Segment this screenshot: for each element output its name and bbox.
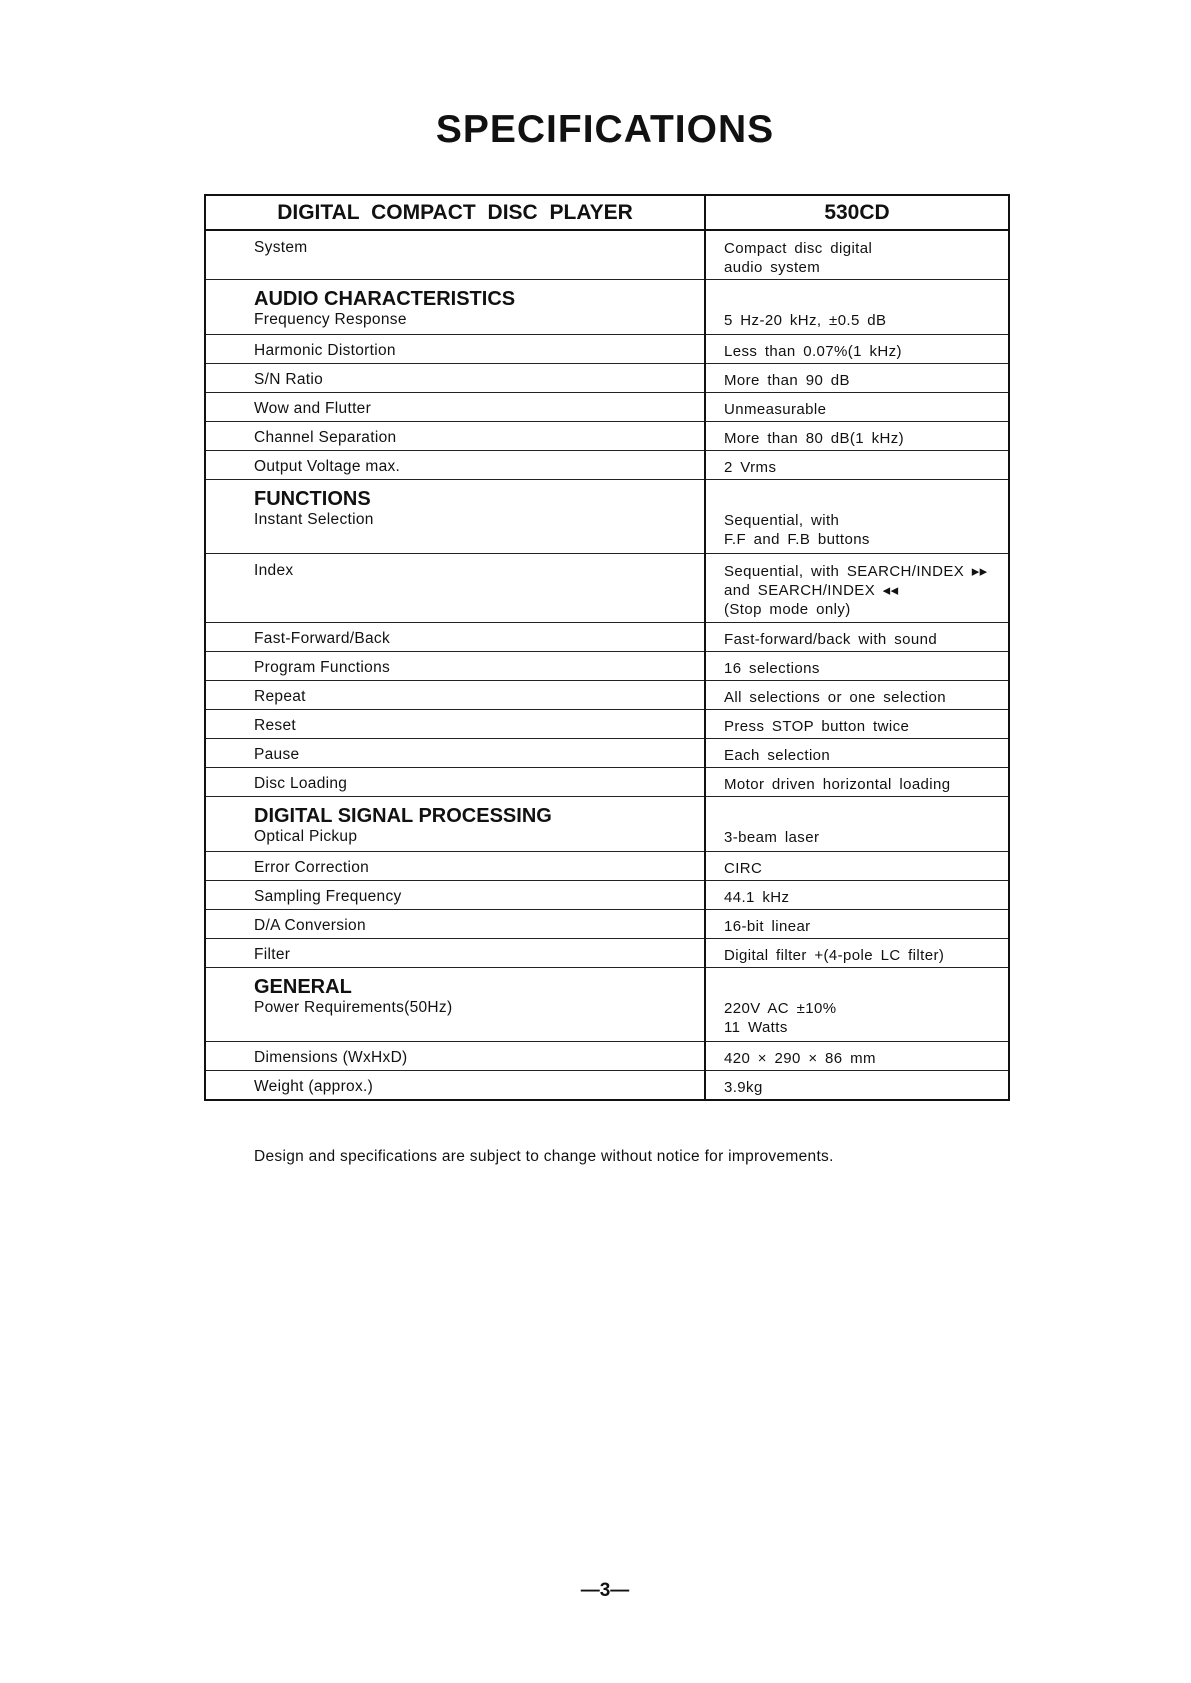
table-row [205, 910, 1009, 939]
table-row [205, 280, 1009, 335]
table-row [205, 739, 1009, 768]
spec-value: 16 selections [724, 660, 820, 677]
section-heading-functions: FUNCTIONS [254, 488, 371, 510]
spec-value: 16-bit linear [724, 918, 811, 935]
spec-label: Sampling Frequency [254, 888, 402, 905]
spec-value: 44.1 kHz [724, 889, 790, 906]
page-number: —3— [580, 1580, 630, 1601]
spec-label: Optical Pickup [254, 828, 358, 845]
spec-label: Dimensions (WxHxD) [254, 1049, 408, 1066]
spec-value: Sequential, with F.F and F.B buttons [724, 512, 870, 548]
spec-label: System [254, 239, 308, 256]
table-row [205, 797, 1009, 852]
spec-label: D/A Conversion [254, 917, 366, 934]
table-row [205, 881, 1009, 910]
spec-value: Press STOP button twice [724, 718, 910, 735]
spec-value: 220V AC ±10% 11 Watts [724, 1000, 837, 1036]
spec-label: Wow and Flutter [254, 400, 372, 417]
spec-label: Index [254, 562, 294, 579]
spec-value: Compact disc digital audio system [724, 240, 873, 276]
table-row [205, 364, 1009, 393]
spec-value: 3-beam laser [724, 829, 820, 846]
spec-label: Instant Selection [254, 511, 374, 528]
spec-label: Output Voltage max. [254, 458, 401, 475]
table-row [205, 451, 1009, 480]
table-row [205, 480, 1009, 554]
spec-label: Program Functions [254, 659, 391, 676]
specifications-table [204, 194, 1010, 1101]
spec-label: Weight (approx.) [254, 1078, 374, 1095]
spec-label: Harmonic Distortion [254, 342, 396, 359]
table-row [205, 939, 1009, 968]
spec-value: Unmeasurable [724, 401, 827, 418]
table-row [205, 623, 1009, 652]
spec-label: S/N Ratio [254, 371, 324, 388]
spec-value: 420 × 290 × 86 mm [724, 1050, 876, 1067]
header-product-type: DIGITAL COMPACT DISC PLAYER [205, 195, 705, 230]
table-row [205, 652, 1009, 681]
table-row [205, 710, 1009, 739]
spec-label: Error Correction [254, 859, 370, 876]
table-row [205, 554, 1009, 623]
spec-label: Pause [254, 746, 300, 763]
spec-label: Fast-Forward/Back [254, 630, 391, 647]
spec-label: Channel Separation [254, 429, 397, 446]
spec-value: More than 80 dB(1 kHz) [724, 430, 905, 447]
spec-value: Motor driven horizontal loading [724, 776, 951, 793]
table-row [205, 1071, 1009, 1101]
table-row [205, 1042, 1009, 1071]
spec-value: Less than 0.07%(1 kHz) [724, 343, 902, 360]
spec-value: 2 Vrms [724, 459, 777, 476]
spec-value: 5 Hz-20 kHz, ±0.5 dB [724, 312, 887, 329]
spec-label: Filter [254, 946, 291, 963]
spec-value: More than 90 dB [724, 372, 850, 389]
section-heading-audio: AUDIO CHARACTERISTICS [254, 288, 516, 310]
header-model: 530CD [705, 195, 1009, 230]
spec-value: CIRC [724, 860, 763, 877]
table-row [205, 230, 1009, 280]
section-heading-general: GENERAL [254, 976, 352, 998]
page-title: SPECIFICATIONS [435, 108, 775, 151]
table-row [205, 681, 1009, 710]
table-row [205, 768, 1009, 797]
spec-value: Each selection [724, 747, 831, 764]
spec-label: Disc Loading [254, 775, 348, 792]
table-row [205, 852, 1009, 881]
spec-label: Frequency Response [254, 311, 407, 328]
spec-label: Power Requirements(50Hz) [254, 999, 453, 1016]
table-header-row [205, 195, 1009, 230]
spec-value: Digital filter +(4-pole LC filter) [724, 947, 945, 964]
table-row [205, 968, 1009, 1042]
table-row [205, 335, 1009, 364]
footnote: Design and specifications are subject to change without notice for improvements. [254, 1148, 834, 1165]
spec-value: Sequential, with SEARCH/INDEX ▸▸ and SEARCH/INDEX ◂◂ (Stop mode only) [724, 563, 988, 618]
table-row [205, 393, 1009, 422]
table-row [205, 422, 1009, 451]
spec-label: Reset [254, 717, 296, 734]
spec-value: All selections or one selection [724, 689, 947, 706]
spec-label: Repeat [254, 688, 306, 705]
spec-value: 3.9kg [724, 1079, 763, 1096]
spec-value: Fast-forward/back with sound [724, 631, 938, 648]
section-heading-dsp: DIGITAL SIGNAL PROCESSING [254, 805, 552, 827]
